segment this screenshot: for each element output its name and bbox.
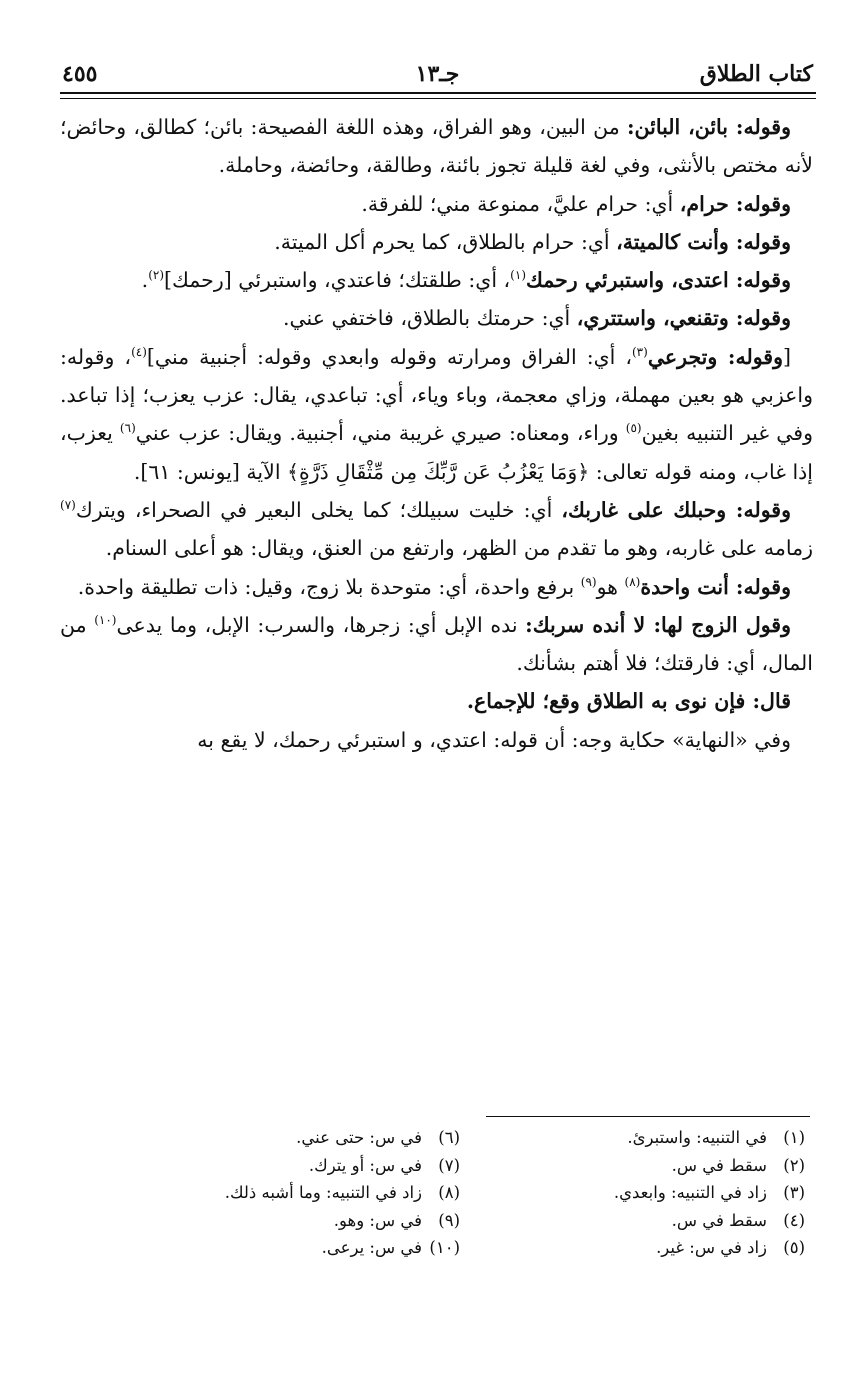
- footnote-ref[interactable]: (٥): [625, 421, 642, 436]
- footnote-number: (١٠): [429, 1238, 460, 1258]
- footnote-text: زاد في س: غير.: [656, 1238, 767, 1258]
- footnote-ref[interactable]: (٦): [119, 421, 136, 436]
- footnote-text: زاد في التنبيه: وما أشبه ذلك.: [224, 1183, 422, 1203]
- footnote-text: سقط في س.: [671, 1210, 767, 1230]
- paragraph-lead: وقوله: وأنت كالميتة،: [616, 229, 791, 254]
- paragraph-itadi: [60, 261, 813, 299]
- paragraph-text: هو: [596, 574, 625, 599]
- paragraph-text: برفع واحدة، أي: متوحدة بلا زوج، وقيل: ذات تطليقة واحدة.: [77, 574, 581, 599]
- main-text: [60, 108, 813, 759]
- paragraph-lead: وقوله: وحبلك على غاربك،: [561, 497, 791, 522]
- paragraph-niyya: [60, 682, 813, 720]
- footnote-item: [120, 1179, 460, 1207]
- footnote-text: في س: أو يترك.: [308, 1155, 422, 1175]
- footnote-item: [120, 1124, 460, 1152]
- footnote-number: (٥): [783, 1238, 805, 1258]
- paragraph-text: وراء، ومعناه: صيري غريبة مني، أجنبية. ويقال: عزب عني: [135, 421, 626, 446]
- footnote-item: [120, 1234, 460, 1262]
- paragraph-text: ، أي: الفراق ومرارته وقوله وابعدي وقوله: أجنبية مني]: [146, 344, 632, 369]
- footnote-item: [465, 1179, 805, 1207]
- paragraph-taqanai: [60, 299, 813, 337]
- paragraph-lead: قال: فإن نوى به الطلاق وقع؛ للإجماع.: [466, 689, 791, 714]
- paragraph-mayta: [60, 223, 813, 261]
- page-number: ٤٥٥: [62, 61, 98, 87]
- paragraph-text: يعزب، إذا غاب، ومنه قوله تعالى: ﴿وَمَا يَعْزُبُ عَن رَّبِّكَ مِن مِّثْقَالِ ذَرَّةٍ﴾ الآية [يونس: ٦١].: [60, 421, 813, 484]
- paragraph-text: نده الإبل أي: زجرها، والسرب: الإبل، وما يدعى: [116, 612, 526, 637]
- footnote-ref[interactable]: (١٠): [94, 612, 117, 627]
- paragraph-text: ، أي: طلقتك؛ فاعتدي، واستبرئي [رحمك]: [164, 268, 511, 293]
- footnote-ref[interactable]: (٨): [624, 574, 641, 589]
- running-header: [62, 56, 813, 92]
- footnote-item: [120, 1207, 460, 1235]
- paragraph-lead: وقول الزوج لها: لا أنده سربك:: [525, 612, 792, 637]
- paragraph-nihaya: [60, 721, 813, 759]
- footnote-item: [465, 1234, 805, 1262]
- paragraph-tajarai: [60, 338, 813, 491]
- footnote-separator: [486, 1116, 810, 1117]
- paragraph-lead: وقوله: وتجرعي: [647, 344, 783, 369]
- paragraph-wahida: [60, 568, 813, 606]
- footnote-text: في س: وهو.: [333, 1210, 422, 1230]
- footnote-text: في التنبيه: واستبرئ.: [627, 1128, 767, 1147]
- paragraph-text: ، وقوله: واعزبي هو بعين مهملة، وزاي معجمة، وباء وياء، أي: تباعدي، يقال: عزب يعزب؛ إذا تباعد. وفي غير التنبيه بغين: [60, 344, 813, 446]
- paragraph-lead: وقوله: وتقنعي، واستتري،: [576, 306, 791, 331]
- footnote-text: سقط في س.: [671, 1155, 767, 1175]
- paragraph-text: من المال، أي: فارقتك؛ فلا أهتم بشأنك.: [60, 612, 813, 676]
- footnote-number: (٧): [438, 1155, 460, 1175]
- footnote-number: (٤): [783, 1210, 805, 1230]
- footnote-ref[interactable]: (١): [510, 268, 526, 283]
- paragraph-text: أي: حرمتك بالطلاق، فاختفي عني.: [282, 306, 577, 331]
- volume-number: جـ١٣: [415, 61, 460, 87]
- footnote-column-left: [120, 1124, 460, 1262]
- footnote-number: (٢): [783, 1155, 805, 1175]
- footnote-text: في س: حتى عني.: [296, 1128, 422, 1147]
- footnote-item: [465, 1124, 805, 1152]
- footnote-ref[interactable]: (٩): [580, 574, 597, 589]
- footnote-number: (٩): [438, 1210, 460, 1230]
- paragraph-text: زمامه على غاربه، وهو ما تقدم من الظهر، وارتفع من العنق، ويقال: هو أعلى السنام.: [105, 536, 813, 561]
- header-rule-thick: [60, 92, 816, 94]
- paragraph-text: أي: حرام عليَّ، ممنوعة مني؛ للفرقة.: [361, 191, 680, 216]
- footnote-number: (٦): [438, 1128, 460, 1147]
- paragraph-lead: وقوله: بائن، البائن:: [626, 115, 792, 139]
- footnote-ref[interactable]: (٢): [148, 268, 165, 283]
- header-rule-thin: [60, 98, 816, 99]
- footnote-item: [465, 1207, 805, 1235]
- footnote-text: زاد في التنبيه: وابعدي.: [613, 1183, 767, 1203]
- footnote-text: في س: يرعى.: [321, 1238, 422, 1258]
- paragraph-bain: [60, 108, 813, 185]
- paragraph-text: أي: حرام بالطلاق، كما يحرم أكل الميتة.: [274, 229, 617, 254]
- paragraph-lead: وقوله: أنت واحدة: [640, 574, 791, 599]
- paragraph-text: من البين، وهو الفراق، وهذه اللغة الفصيحة: بائن؛ كطالق، وحائض؛ لأنه مختص بالأنثى، وفي لغة قليلة تجوز بائنة، وطالقة، وحائضة، وحاملة.: [60, 115, 813, 178]
- paragraph-haram: [60, 185, 813, 223]
- footnote-item: [465, 1152, 805, 1180]
- footnote-number: (٨): [438, 1183, 460, 1203]
- paragraph-text: .: [141, 268, 149, 293]
- bracket-open: [: [783, 344, 791, 369]
- footnote-ref[interactable]: (٤): [131, 344, 147, 359]
- footnote-number: (١): [783, 1128, 805, 1147]
- paragraph-lead: وقوله: حرام،: [679, 191, 791, 216]
- footnote-ref[interactable]: (٧): [60, 497, 76, 512]
- footnote-ref[interactable]: (٣): [631, 344, 648, 359]
- paragraph-text: أي: خليت سبيلك؛ كما يخلى البعير في الصحراء، ويترك: [75, 497, 562, 522]
- paragraph-sirb: [60, 606, 813, 683]
- footnote-column-right: [465, 1124, 805, 1262]
- paragraph-habluki: [60, 491, 813, 568]
- footnote-item: [120, 1152, 460, 1180]
- paragraph-text: وفي «النهاية» حكاية وجه: أن قوله: اعتدي، و استبرئي رحمك، لا يقع به: [197, 727, 791, 752]
- book-title: كتاب الطلاق: [699, 61, 813, 87]
- footnote-number: (٣): [783, 1183, 805, 1203]
- paragraph-lead: وقوله: اعتدى، واستبرئي رحمك: [526, 268, 791, 293]
